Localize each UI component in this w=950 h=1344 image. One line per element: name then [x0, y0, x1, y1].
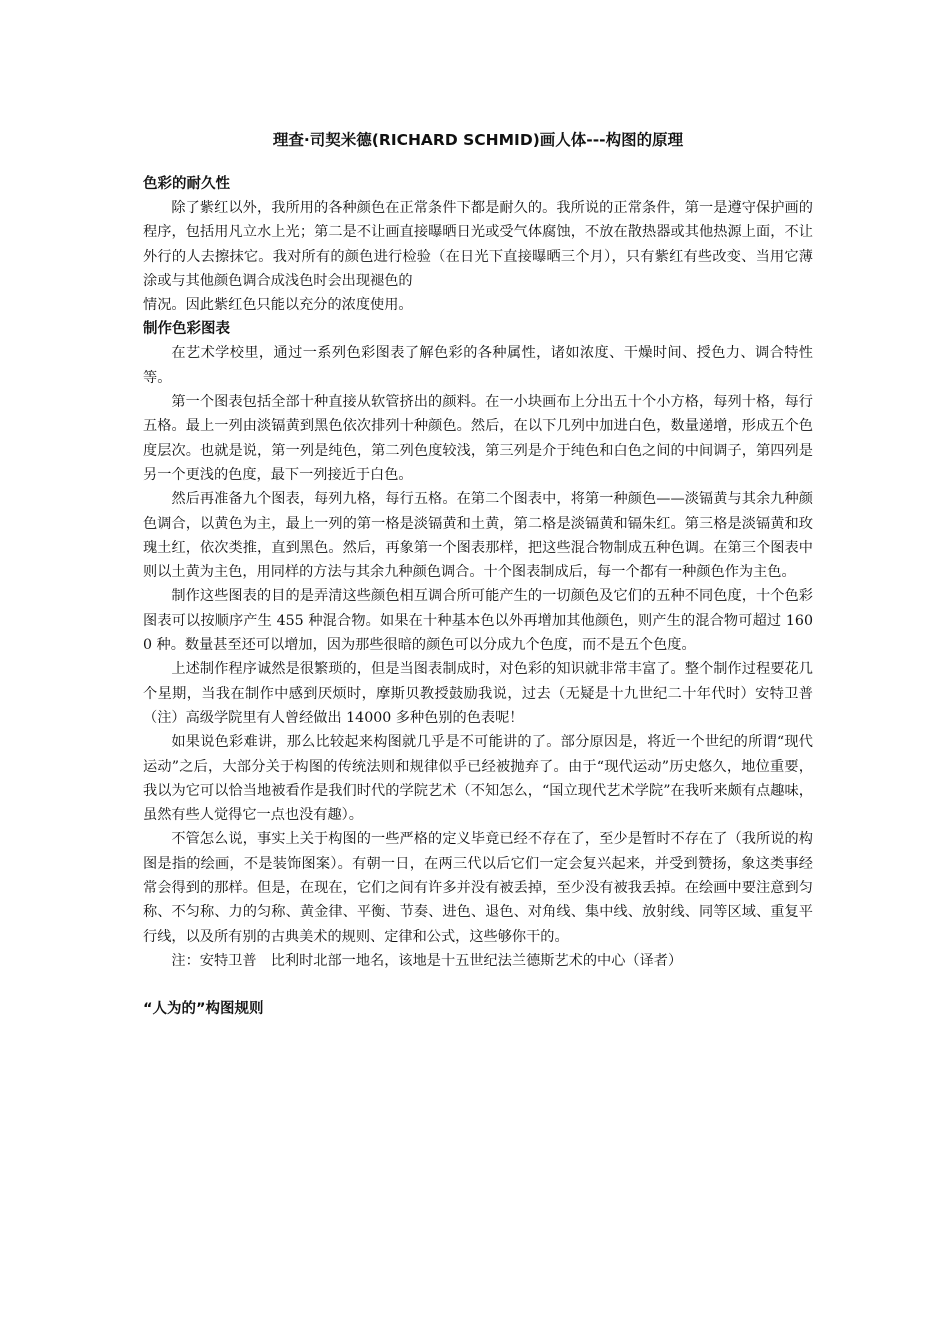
paragraph: 不管怎么说，事实上关于构图的一些严格的定义毕竟已经不存在了，至少是暂时不存在了（我所说的构图是指的绘画，不是装饰图案）。有朝一日，在两三代以后它们一定会复兴起来，并受到赞扬，象这类事经常会得到的那样。但是，在现在，它们之间有许多并没有被丢掉，至少没有被我丢掉。在绘画中要注意到匀称、不匀称、力的匀称、黄金律、平衡、节奏、进色、退色、对角线、集中线、放射线、同等区域、重复平行线，以及所有别的古典美术的规则、定律和公式，这些够你干的。 [143, 831, 813, 945]
footnote: 注：安特卫普 比利时北部一地名，该地是十五世纪法兰德斯艺术的中心（译者） [171, 952, 683, 969]
paragraph: 除了紫红以外，我所用的各种颜色在正常条件下都是耐久的。我所说的正常条件，第一是遵守保护画的程序，包括用凡立水上光；第二是不让画直接曝晒日光或受气体腐蚀，不放在散热器或其他热源上面，不让外行的人去擦抹它。我对所有的颜色进行检验（在日光下直接曝晒三个月），只有紫红有些改变、当用它薄涂或与其他颜色调合成浅色时会出现褪色的 [143, 200, 813, 289]
section-heading-color-durability: 色彩的耐久性 [143, 176, 230, 192]
paragraph: 第一个图表包括全部十种直接从软管挤出的颜料。在一小块画布上分出五十个小方格，每列十格，每行五格。最上一列由淡镉黄到黑色依次排列十种颜色。然后，在以下几列中加进白色，数量递增，形成五个色度层次。也就是说，第一列是纯色，第二列色度较浅，第三列是介于纯色和白色之间的中间调子，第四列是另一个更浅的色度，最下一列接近于白色。 [143, 394, 813, 483]
document-title: 理查·司契米德(RICHARD SCHMID)画人体---构图的原理 [272, 131, 684, 149]
spacer [143, 973, 813, 997]
paragraph: 如果说色彩难讲，那么比较起来构图就几乎是不可能讲的了。部分原因是，将近一个世纪的所谓“现代运动”之后，大部分关于构图的传统法则和规律似乎已经被抛弃了。由于“现代运动”历史悠久，地位重要，我以为它可以恰当地被看作是我们时代的学院艺术（不知怎么，“国立现代艺术学院”在我听来颇有点趣味，虽然有些人觉得它一点也没有趣）。 [143, 734, 813, 824]
paragraph: 然后再准备九个图表，每列九格，每行五格。在第二个图表中，将第一种颜色——淡镉黄与其余九种颜色调合，以黄色为主，最上一列的第一格是淡镉黄和土黄，第二格是淡镉黄和镉朱红。第三格是淡镉黄和玫瑰土红，依次类推，直到黑色。然后，再象第一个图表那样，把这些混合物制成五种色调。在第三个图表中则以土黄为主色，用同样的方法与其余九种颜色调合。十个图表制成后，每一个都有一种颜色作为主色。 [143, 491, 813, 581]
section-heading-artificial-composition-rules: “人为的”构图规则 [143, 1001, 264, 1018]
paragraph: 制作这些图表的目的是弄清这些颜色相互调合所可能产生的一切颜色及它们的五种不同色度，十个色彩图表可以按顺序产生 455 种混合物。如果在十种基本色以外再增加其他颜色，则产生的混合物可超过 1600 种。数量甚至还可以增加，因为那些很暗的颜色可以分成九个色度，而不是五个色度。 [143, 588, 813, 654]
paragraph: 在艺术学校里，通过一系列色彩图表了解色彩的各种属性，诸如浓度、干燥时间、授色力、调合特性等。 [143, 345, 813, 386]
paragraph: 情况。因此紫红色只能以充分的浓度使用。 [143, 297, 413, 314]
section-heading-color-charts: 制作色彩图表 [143, 321, 230, 338]
paragraph: 上述制作程序诚然是很繁琐的，但是当图表制成时，对色彩的知识就非常丰富了。整个制作过程要花几个星期，当我在制作中感到厌烦时，摩斯贝教授鼓励我说，过去（无疑是十九世纪二十年代时）安特卫普（注）高级学院里有人曾经做出 14000 多种色别的色表呢！ [143, 661, 813, 726]
document-page [143, 128, 813, 1021]
